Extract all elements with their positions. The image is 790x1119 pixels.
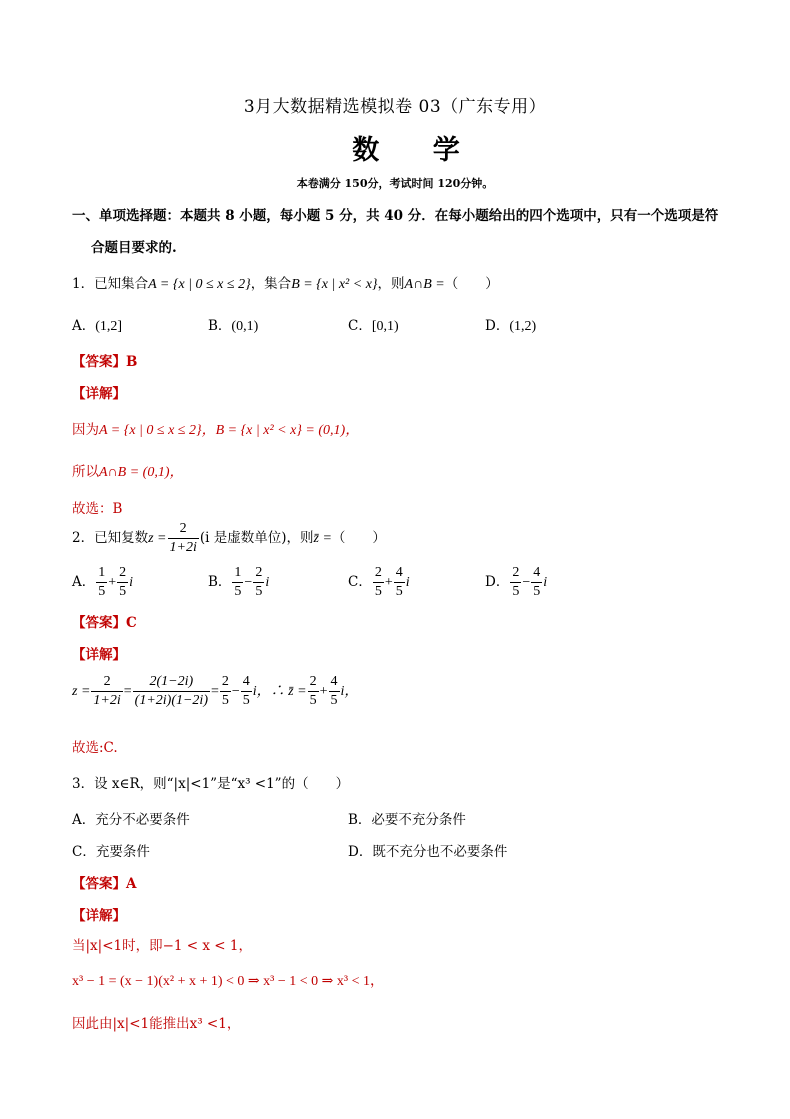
- option-value: (1,2]: [95, 319, 123, 334]
- numerator: 2: [91, 675, 122, 692]
- option-label: C．: [72, 844, 96, 860]
- solution-math: z =: [72, 684, 91, 699]
- exam-note: 本卷满分 150分，考试时间 120分钟。: [296, 177, 494, 190]
- q3-solution-3: 因此由|x|<1能推出x³ <1，: [72, 1016, 241, 1032]
- q3-answer: 【答案】A: [72, 876, 137, 892]
- numerator: 2: [253, 566, 264, 583]
- option-label: A．: [72, 574, 96, 590]
- frac: [117, 566, 128, 599]
- frac: [232, 566, 243, 599]
- option-label: B．: [348, 812, 372, 828]
- denominator: 5: [234, 584, 242, 599]
- option-value: (1,2): [509, 319, 537, 334]
- q2-solution: [72, 675, 358, 708]
- operator: +: [384, 575, 393, 590]
- option-text: 充要条件: [95, 844, 150, 860]
- option-label: A．: [72, 812, 96, 828]
- option-label: B．: [208, 318, 232, 334]
- frac: [91, 675, 122, 708]
- numerator: 4: [531, 566, 542, 583]
- q1-answer: 【答案】B: [72, 354, 138, 370]
- q2-zbar: z̄ =: [313, 531, 332, 546]
- frac: [133, 675, 210, 708]
- q2-option-a: [72, 566, 133, 599]
- option-label: A．: [72, 318, 96, 334]
- numerator: 4: [394, 566, 405, 583]
- solution-math: i，∴ z̄ =: [252, 684, 307, 699]
- section-heading-line2: 合题目要求的.: [91, 240, 177, 256]
- imag-unit: i: [405, 575, 410, 590]
- q1-stem-text: 1．已知集合: [72, 276, 149, 292]
- frac: [220, 675, 231, 708]
- numerator: 1: [96, 566, 107, 583]
- numerator: 1: [232, 566, 243, 583]
- q3-option-c: [72, 840, 150, 860]
- numerator: 4: [241, 675, 252, 692]
- q2-stem-text-b: (i 是虚数单位)，则: [199, 530, 314, 546]
- q1-final: 故选：B: [72, 501, 123, 517]
- q2-option-c: [348, 566, 410, 599]
- q1-expr: A∩B =: [404, 277, 445, 292]
- frac: [394, 566, 405, 599]
- denominator: 5: [395, 584, 403, 599]
- q2-option-b: [208, 566, 269, 599]
- option-text: 必要不充分条件: [371, 812, 466, 828]
- q2-option-d: [485, 566, 547, 599]
- denominator: 5: [374, 584, 382, 599]
- option-label: D．: [485, 318, 510, 334]
- q1-solution-1: [72, 418, 359, 439]
- option-label: C．: [348, 318, 372, 334]
- frac: [253, 566, 264, 599]
- operator: −: [244, 575, 253, 590]
- frac: [510, 566, 521, 599]
- section-heading-line1: 一、单项选择题：本题共 8 小题，每小题 5 分，共 40 分．在每小题给出的四个选项中，只有一个选项是符: [72, 208, 719, 224]
- denominator: 5: [330, 693, 338, 708]
- frac: [308, 675, 319, 708]
- numerator: 4: [329, 675, 340, 692]
- solution-text: 因为: [72, 422, 99, 438]
- denominator: 5: [242, 693, 250, 708]
- denominator: 5: [533, 584, 541, 599]
- q2-stem-text: 2．已知复数: [72, 530, 149, 546]
- denominator: 5: [512, 584, 520, 599]
- solution-math: A = {x | 0 ≤ x ≤ 2}，B = {x | x² < x} = (0,1)，: [99, 423, 360, 438]
- q2-stem: [72, 522, 386, 555]
- option-value: (0,1): [231, 319, 259, 334]
- operator: +: [108, 575, 117, 590]
- q1-stem-text-b: ，集合: [250, 276, 292, 292]
- equals: =: [210, 684, 219, 699]
- denominator: 1+2i: [93, 693, 121, 708]
- q2-detail-tag: 【详解】: [72, 647, 126, 663]
- q3-option-d: [348, 840, 507, 860]
- q1-detail-tag: 【详解】: [72, 386, 126, 402]
- denominator: 5: [255, 584, 263, 599]
- option-label: B．: [208, 574, 232, 590]
- denominator: 5: [119, 584, 127, 599]
- frac: [373, 566, 384, 599]
- numerator: 2(1−2i): [133, 675, 210, 692]
- q3-option-a: [72, 808, 190, 828]
- option-label: D．: [348, 844, 373, 860]
- q1-stem-text-c: ，则: [377, 276, 405, 292]
- q1-option-d: [485, 314, 536, 335]
- q3-solution-1: 当|x|<1时，即−1 < x < 1，: [72, 938, 253, 954]
- subject-title: 数 学: [352, 135, 482, 166]
- q3-stem: 3．设 x∈R，则“|x|<1”是“x³ <1”的（ ）: [72, 776, 350, 792]
- q1-stem-end: （ ）: [444, 276, 499, 292]
- option-label: C．: [348, 574, 372, 590]
- imag-unit: i: [543, 575, 548, 590]
- q2-final: 故选:C.: [72, 740, 118, 756]
- operator: +: [319, 684, 328, 699]
- q3-option-b: [348, 808, 466, 828]
- imag-unit: i: [265, 575, 270, 590]
- solution-math: i，: [340, 684, 359, 699]
- q1-stem: [72, 272, 499, 293]
- option-text: 充分不必要条件: [95, 812, 190, 828]
- q1-option-c: [348, 314, 399, 335]
- solution-text: 所以: [72, 464, 99, 480]
- denominator: (1+2i)(1−2i): [134, 693, 208, 708]
- numerator: 2: [308, 675, 319, 692]
- frac: [531, 566, 542, 599]
- frac: [329, 675, 340, 708]
- numerator: 2: [373, 566, 384, 583]
- numerator: 2: [510, 566, 521, 583]
- q2-z-eq: z =: [148, 531, 167, 546]
- option-value: [0,1): [371, 319, 399, 334]
- q1-set-a: A = {x | 0 ≤ x ≤ 2}: [148, 277, 251, 292]
- imag-unit: i: [129, 575, 134, 590]
- operator: −: [522, 575, 531, 590]
- q1-set-b: B = {x | x² < x}: [291, 277, 378, 292]
- q2-fraction: [168, 522, 199, 555]
- numerator: 2: [220, 675, 231, 692]
- q1-option-b: [208, 314, 258, 335]
- q1-solution-2: [72, 460, 184, 481]
- denominator: 5: [221, 693, 229, 708]
- q3-detail-tag: 【详解】: [72, 908, 126, 924]
- denominator: 1+2i: [169, 540, 197, 555]
- equals: =: [123, 684, 132, 699]
- solution-math: A∩B = (0,1)，: [99, 465, 184, 480]
- q1-option-a: [72, 314, 122, 335]
- denominator: 5: [309, 693, 317, 708]
- frac: [241, 675, 252, 708]
- operator: −: [231, 684, 240, 699]
- exam-title: 3月大数据精选模拟卷 03（广东专用）: [243, 97, 547, 117]
- numerator: 2: [117, 566, 128, 583]
- q2-answer: 【答案】C: [72, 615, 137, 631]
- q2-stem-end: （ ）: [331, 530, 386, 546]
- option-label: D．: [485, 574, 510, 590]
- frac: [96, 566, 107, 599]
- denominator: 5: [98, 584, 106, 599]
- numerator: 2: [168, 522, 199, 539]
- q3-solution-2: x³ − 1 = (x − 1)(x² + x + 1) < 0 ⇒ x³ − 1 < 0 ⇒ x³ < 1，: [72, 974, 384, 989]
- option-text: 既不充分也不必要条件: [372, 844, 508, 860]
